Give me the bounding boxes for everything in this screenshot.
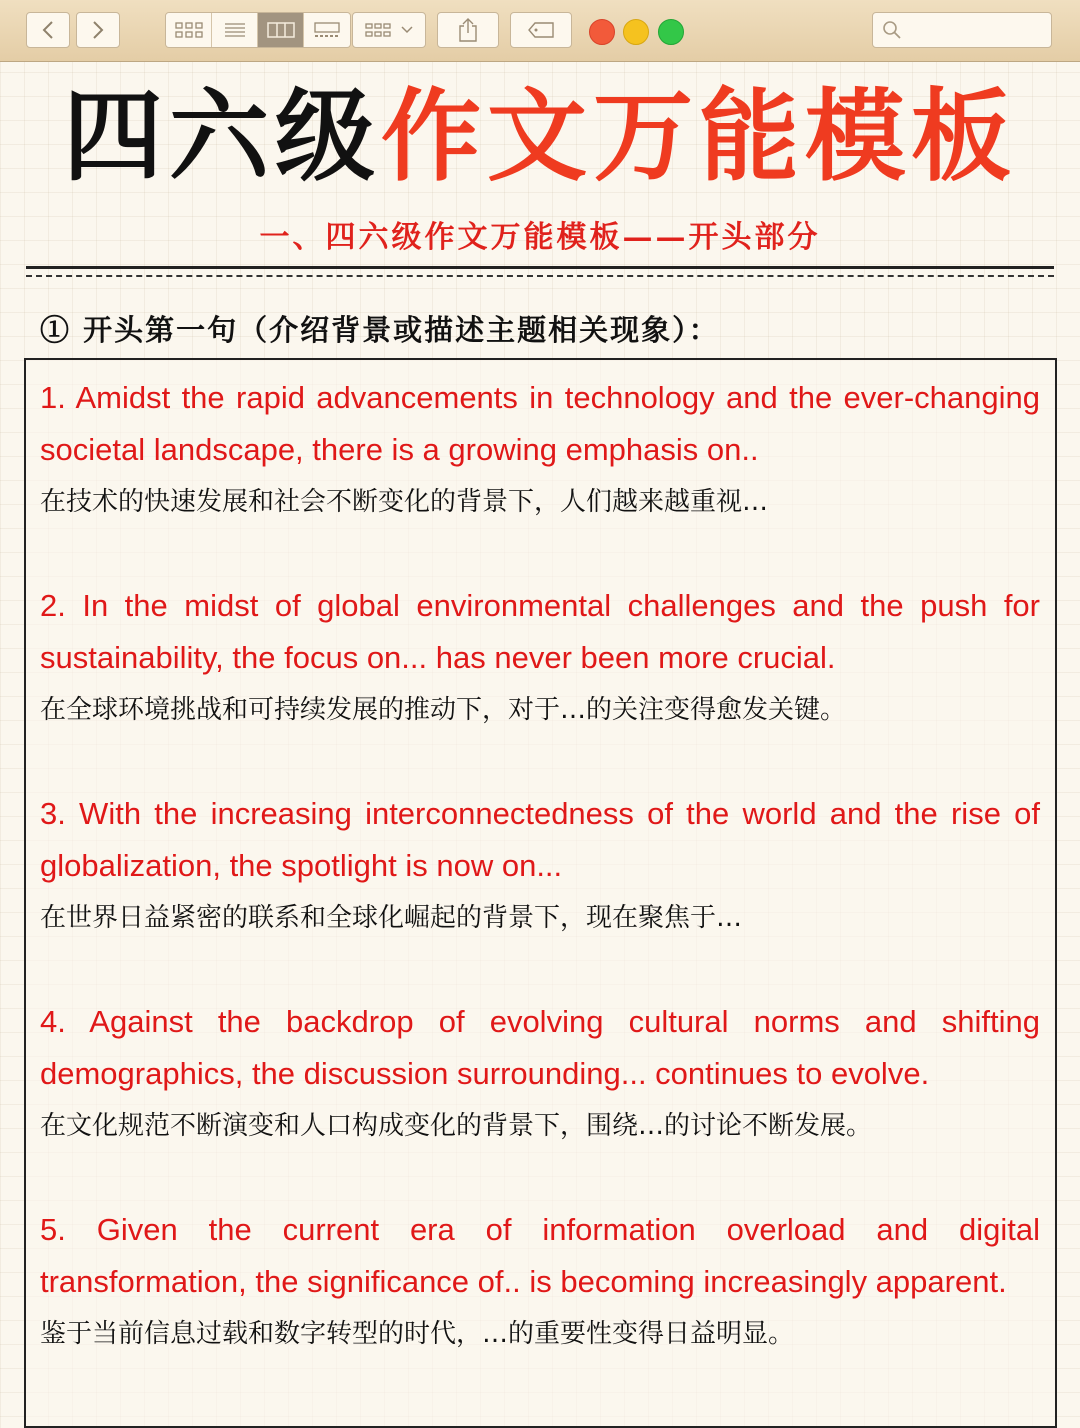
view-gallery-button[interactable]: [304, 13, 350, 47]
search-icon: [881, 19, 903, 41]
page-subtitle: 一、四六级作文万能模板——开头部分: [259, 220, 821, 255]
share-button[interactable]: [437, 12, 499, 48]
page-title-black: 四六级: [63, 78, 381, 195]
list-item: [40, 580, 1040, 736]
arrange-menu-button[interactable]: [352, 12, 426, 48]
chevron-down-icon: [400, 25, 414, 35]
divider-dashed: [26, 275, 1054, 277]
finder-toolbar: [0, 0, 1080, 62]
chinese-translation: 在技术的快速发展和社会不断变化的背景下，人们越来越重视…: [40, 487, 769, 517]
tag-icon: [526, 21, 556, 39]
share-icon: [457, 17, 479, 43]
zoom-window-button[interactable]: [658, 19, 684, 45]
divider-solid: [26, 266, 1054, 269]
grid-icon: [174, 21, 204, 39]
minimize-window-button[interactable]: [623, 19, 649, 45]
gallery-icon: [312, 21, 342, 39]
view-list-button[interactable]: [212, 13, 258, 47]
view-mode-group: [165, 12, 351, 48]
chinese-translation: 在全球环境挑战和可持续发展的推动下，对于…的关注变得愈发关键。: [40, 695, 847, 725]
page-title: [0, 72, 1080, 202]
chevron-left-icon: [41, 20, 55, 40]
search-input[interactable]: [907, 19, 1047, 43]
english-sentence: 2. In the midst of global environmental challenges and the push for sustainability, the focus on... has never been more crucial.: [40, 588, 1040, 675]
section-heading: ① 开头第一句（介绍背景或描述主题相关现象）：: [40, 313, 720, 347]
english-sentence: 1. Amidst the rapid advancements in technology and the ever-changing societal landscape, there is a growing emphasis on..: [40, 380, 1040, 467]
list-item: [40, 788, 1040, 944]
page-title-red: 作文万能模板: [381, 78, 1017, 195]
list-item: [40, 372, 1040, 528]
view-icons-button[interactable]: [166, 13, 212, 47]
back-button[interactable]: [26, 12, 70, 48]
chinese-translation: 鉴于当前信息过载和数字转型的时代，…的重要性变得日益明显。: [40, 1319, 795, 1349]
chinese-translation: 在世界日益紧密的联系和全球化崛起的背景下，现在聚焦于…: [40, 903, 743, 933]
search-field[interactable]: [872, 12, 1052, 48]
english-sentence: 4. Against the backdrop of evolving cultural norms and shifting demographics, the discussion surrounding... continues to evolve.: [40, 1004, 1040, 1091]
arrange-icon: [364, 21, 394, 39]
chevron-right-icon: [91, 20, 105, 40]
template-list: [24, 358, 1057, 1428]
chinese-translation: 在文化规范不断演变和人口构成变化的背景下，围绕…的讨论不断发展。: [40, 1111, 873, 1141]
english-sentence: 5. Given the current era of information overload and digital transformation, the significance of.. is becoming increasingly apparent.: [40, 1212, 1040, 1299]
list-item: [40, 996, 1040, 1152]
close-window-button[interactable]: [589, 19, 615, 45]
view-columns-button[interactable]: [258, 13, 304, 47]
list-icon: [223, 21, 247, 39]
columns-icon: [266, 21, 296, 39]
tag-button[interactable]: [510, 12, 572, 48]
english-sentence: 3. With the increasing interconnectedness of the world and the rise of globalization, the spotlight is now on...: [40, 796, 1040, 883]
list-item: [40, 1204, 1040, 1360]
forward-button[interactable]: [76, 12, 120, 48]
